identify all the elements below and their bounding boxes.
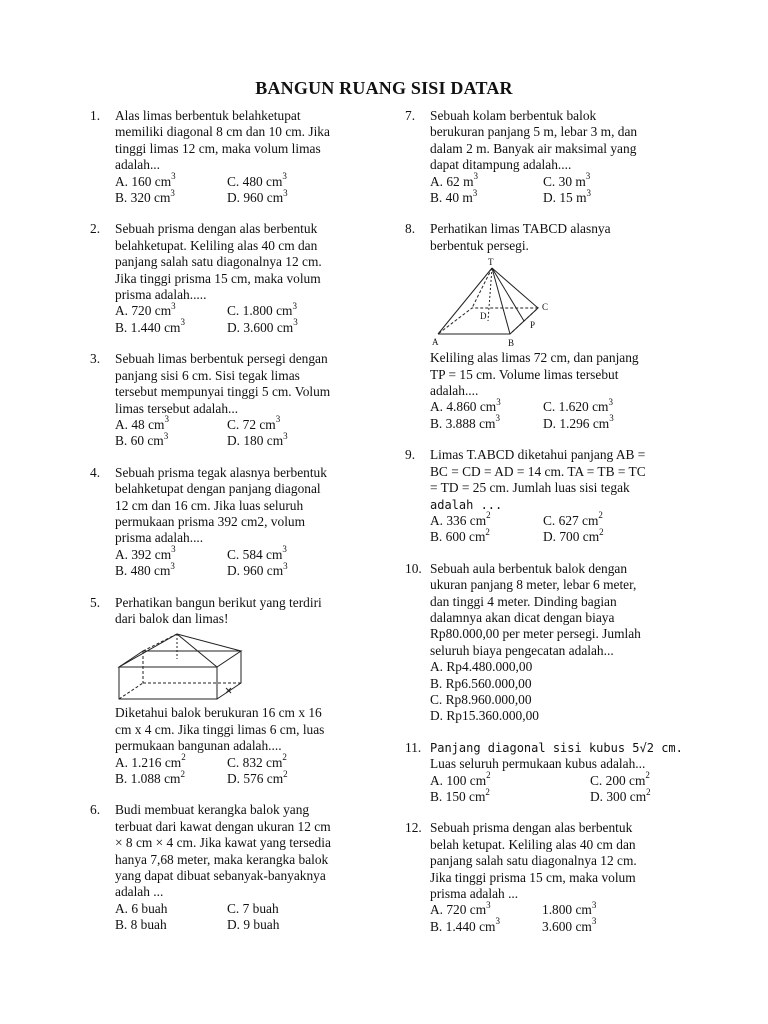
option-a[interactable]: A. 1.216 $cm^2$	[115, 752, 186, 770]
options	[115, 752, 370, 788]
option-d[interactable]: 3.600 $cm^3$	[542, 916, 597, 934]
question-text: Perhatikan limas TABCD alasnya berbentuk persegi.	[430, 221, 611, 253]
option-b[interactable]: B. 600 $cm^2$	[430, 526, 490, 545]
question-number: 10.	[405, 560, 422, 576]
option-a[interactable]: A. 6 buah	[115, 900, 168, 916]
option-a[interactable]: A. 160 $cm^3$	[115, 171, 176, 189]
question-text-2: Diketahui balok berukuran 16 cm x 16 cm x 4 cm. Jika tinggi limas 6 cm, luas permukaan bangunan adalah....	[115, 705, 325, 754]
options	[430, 510, 705, 546]
option-b[interactable]: B. Rp6.560.000,00	[430, 675, 532, 691]
option-c[interactable]: C. 1.800 $cm^3$	[227, 301, 297, 319]
option-c[interactable]: C. 30 $m^3$	[543, 171, 591, 189]
option-c[interactable]: C. 627 $cm^2$	[543, 510, 603, 528]
option-c[interactable]: 1.800 $cm^3$	[542, 899, 597, 918]
option-b[interactable]: B. 40 $m^3$	[430, 187, 478, 206]
option-c[interactable]: C. 480 $cm^3$	[227, 171, 287, 189]
option-b[interactable]: B. 1.440 $cm^3$	[115, 317, 185, 335]
question-text: Sebuah prisma dengan alas berbentuk belahketupat. Keliling alas 40 cm dan panjang salah satu diagonalnya 12 cm. Jika tinggi prisma 15 cm, maka volum prisma adalah.....	[115, 221, 322, 303]
question-number: 9.	[405, 447, 416, 463]
question-text: Limas T.ABCD diketahui panjang AB = BC = CD = AD = 14 cm. TA = TB = TC = TD = 25 cm. Jumlah luas sisi tegak	[430, 447, 646, 496]
question-3	[90, 351, 370, 449]
option-b[interactable]: B. 320 $cm^3$	[115, 187, 175, 206]
question-text: Budi membuat kerangka balok yang terbuat dari kawat dengan ukuran 12 cm × 8 cm × 4 cm. Jika kawat yang tersedia hanya 7,68 meter, maka kerangka balok yang dapat dibuat sebanyak-banyaknya adalah ...	[115, 802, 331, 900]
option-b[interactable]: B. 150 $cm^2$	[430, 786, 490, 804]
option-c[interactable]: C. 584 $cm^3$	[227, 544, 287, 562]
question-text: Sebuah aula berbentuk balok dengan ukuran panjang 8 meter, lebar 6 meter, dan tinggi 4 meter. Dinding bagian dalamnya akan dicat dengan biaya Rp80.000,00 per meter persegi. Jumlah seluruh biaya pengecatan adalah...	[430, 560, 641, 658]
option-d[interactable]: D. Rp15.360.000,00	[430, 708, 539, 724]
option-b[interactable]: B. 3.888 $cm^3$	[430, 413, 500, 431]
question-number: 6.	[90, 802, 101, 818]
question-number: 3.	[90, 351, 101, 367]
options	[430, 171, 705, 207]
option-a[interactable]: A. 100 $cm^2$	[430, 770, 491, 788]
question-2	[90, 221, 370, 336]
question-number: 5.	[90, 594, 101, 610]
options	[115, 171, 370, 207]
option-a[interactable]: A. 392 $cm^3$	[115, 544, 176, 562]
question-7	[405, 108, 705, 206]
question-text-2: Keliling alas limas 72 cm, dan panjang TP = 15 cm. Volume limas tersebut adalah....	[430, 350, 639, 399]
label-p: P	[530, 320, 536, 331]
label-t: T	[488, 257, 494, 268]
label-d: D	[480, 311, 487, 322]
question-number: 8.	[405, 221, 416, 237]
option-d[interactable]: D. 180 $cm^3$	[227, 430, 288, 449]
option-d[interactable]: D. 700 $cm^2$	[543, 526, 604, 545]
question-text: Sebuah kolam berbentuk balok berukuran panjang 5 m, lebar 3 m, dan dalam 2 m. Banyak air maksimal yang dapat ditampung adalah....	[430, 108, 638, 173]
option-b[interactable]: B. 1.088 $cm^2$	[115, 768, 185, 786]
options	[430, 399, 705, 432]
question-text-2: Luas seluruh permukaan kubus adalah...	[430, 756, 646, 772]
option-d[interactable]: D. 15 $m^3$	[543, 187, 592, 206]
option-b[interactable]: B. 8 buah	[115, 917, 167, 933]
cuboid-pyramid-figure	[117, 631, 245, 703]
question-text: Sebuah prisma tegak alasnya berbentuk belahketupat dengan panjang diagonal 12 cm dan 16 cm. Jika luas seluruh permukaan prisma 392 cm2, volum prisma adalah....	[115, 464, 327, 546]
option-c[interactable]: C. 7 buah	[227, 900, 279, 916]
question-text: Sebuah limas berbentuk persegi dengan panjang sisi 6 cm. Sisi tegak limas tersebut mempunyai tinggi 5 cm. Volum limas tersebut adalah...	[115, 351, 331, 416]
options	[115, 544, 370, 580]
question-9	[405, 447, 705, 545]
label-c: C	[542, 302, 549, 313]
option-d[interactable]: D. 3.600 $cm^3$	[227, 317, 298, 335]
option-a[interactable]: A. Rp4.480.000,00	[430, 659, 533, 675]
pyramid-tabcd-figure	[430, 256, 570, 348]
question-number: 12.	[405, 820, 422, 836]
option-d[interactable]: D. 9 buah	[227, 917, 280, 933]
label-a: A	[432, 337, 439, 348]
question-text-2: adalah ...	[430, 497, 503, 512]
option-a[interactable]: A. 62 $m^3$	[430, 171, 479, 189]
option-b[interactable]: B. 60 $cm^3$	[115, 430, 169, 449]
question-number: 7.	[405, 108, 416, 123]
question-number: 2.	[90, 221, 101, 237]
option-c[interactable]: C. Rp8.960.000,00	[430, 691, 532, 707]
question-10	[405, 561, 705, 725]
option-d[interactable]: D. 576 $cm^2$	[227, 768, 288, 786]
options	[430, 770, 705, 806]
question-text: Panjang diagonal sisi kubus 5√2 cm.	[430, 740, 683, 755]
right-column	[405, 108, 705, 950]
options	[115, 901, 370, 934]
question-text: Alas limas berbentuk belahketupat memiliki diagonal 8 cm dan 10 cm. Jika tinggi limas 12 cm, maka volum limas adalah...	[115, 108, 330, 173]
option-a[interactable]: A. 336 $cm^2$	[430, 510, 491, 528]
option-d[interactable]: D. 300 $cm^2$	[590, 786, 651, 804]
question-text: Sebuah prisma dengan alas berbentuk belah ketupat. Keliling alas 40 cm dan panjang salah satu diagonalnya 12 cm. Jika tinggi prisma 15 cm, maka volum prisma adalah ...	[430, 820, 637, 902]
option-c[interactable]: C. 1.620 $cm^3$	[543, 397, 613, 415]
option-d[interactable]: D. 1.296 $cm^3$	[543, 413, 614, 431]
question-number: 1.	[90, 108, 101, 123]
question-1	[90, 108, 370, 206]
question-number: 4.	[90, 464, 101, 480]
question-12	[405, 820, 705, 935]
option-a[interactable]: A. 720 $cm^3$	[430, 899, 491, 918]
option-a[interactable]: A. 4.860 $cm^3$	[430, 397, 501, 415]
option-a[interactable]: A. 720 $cm^3$	[115, 301, 176, 319]
question-6	[90, 802, 370, 933]
page-title: BANGUN RUANG SISI DATAR	[255, 78, 513, 98]
options	[430, 899, 705, 935]
question-number: 11.	[405, 739, 422, 755]
option-b[interactable]: B. 1.440 $cm^3$	[430, 916, 500, 934]
question-4	[90, 465, 370, 580]
option-d[interactable]: D. 960 $cm^3$	[227, 187, 288, 206]
option-c[interactable]: C. 200 $cm^2$	[590, 770, 650, 788]
option-d[interactable]: D. 960 $cm^3$	[227, 560, 288, 579]
label-b: B	[508, 338, 515, 349]
option-a[interactable]: A. 48 $cm^3$	[115, 414, 169, 432]
question-11	[405, 740, 705, 806]
question-5	[90, 595, 370, 788]
options	[430, 659, 705, 725]
question-text: Perhatikan bangun berikut yang terdiri dari balok dan limas!	[115, 594, 322, 626]
options	[115, 414, 370, 450]
option-c[interactable]: C. 72 $cm^3$	[227, 414, 281, 432]
option-c[interactable]: C. 832 $cm^2$	[227, 752, 287, 770]
options	[115, 303, 370, 336]
option-b[interactable]: B. 480 $cm^3$	[115, 560, 175, 579]
question-8	[405, 221, 705, 432]
left-column	[90, 108, 370, 949]
